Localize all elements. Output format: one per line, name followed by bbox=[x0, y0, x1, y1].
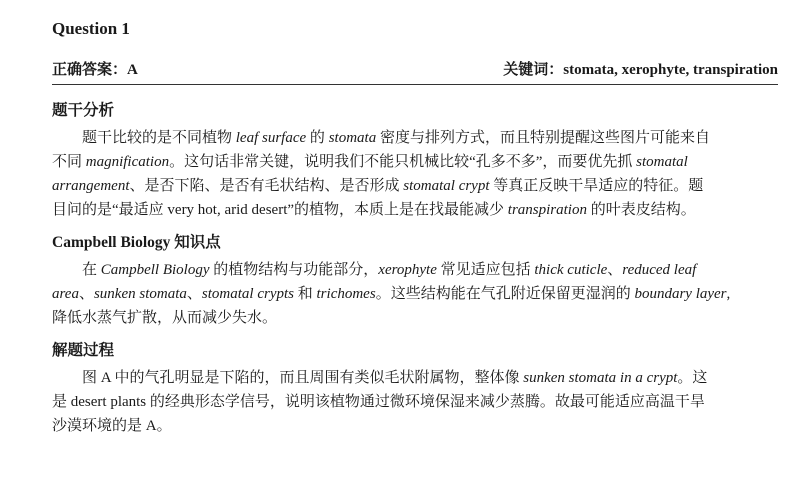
italic-term: sunken stomata bbox=[93, 286, 187, 302]
text-run: 是 desert plants 的经典形态学信号，说明该植物通过微环境保湿来减少蒸腾。故最可能适应高温干旱 bbox=[52, 394, 705, 410]
text-run: 密度与排列方式，而且特别提醒这些图片可能来自 bbox=[376, 130, 710, 146]
document-page bbox=[52, 18, 778, 438]
text-run: 、 bbox=[607, 262, 623, 278]
text-run: 、 bbox=[186, 286, 202, 302]
italic-term: stomata bbox=[328, 130, 377, 146]
text-run: 沙漠环境的是 A。 bbox=[52, 418, 172, 434]
text-run: 的 bbox=[306, 130, 329, 146]
text-run: , bbox=[726, 286, 731, 302]
text-run: 的叶表皮结构。 bbox=[586, 202, 696, 218]
italic-term: arrangement bbox=[52, 178, 130, 194]
question-title: Question 1 bbox=[52, 19, 130, 38]
italic-term: stomatal bbox=[636, 154, 688, 170]
italic-term: thick cuticle bbox=[534, 262, 608, 278]
text-run: 、是否下陷、是否有毛状结构、是否形成 bbox=[129, 178, 404, 194]
italic-term: trichomes bbox=[316, 286, 376, 302]
paragraph-line bbox=[52, 126, 778, 150]
paragraph-line bbox=[52, 150, 778, 174]
paragraph-line bbox=[52, 366, 778, 390]
text-run: 目问的是“最适应 very hot, arid desert”的植物，本质上是在找最能减少 bbox=[52, 202, 508, 218]
section-title-stem-analysis: 题干分析 bbox=[52, 102, 115, 119]
text-run: 不同 bbox=[52, 154, 86, 170]
keywords: 关键词：stomata, xerophyte, transpiration bbox=[503, 62, 778, 78]
text-run: 。这句话非常关键，说明我们不能只机械比较“孔多不多”，而要优先抓 bbox=[169, 154, 637, 170]
text-run: 降低水蒸气扩散，从而减少失水。 bbox=[52, 310, 278, 326]
italic-term: leaf surface bbox=[235, 130, 307, 146]
paragraph-line bbox=[52, 174, 778, 198]
text-run: 、 bbox=[78, 286, 94, 302]
italic-term: reduced leaf bbox=[622, 262, 697, 278]
italic-term: sunken stomata in a crypt bbox=[523, 370, 678, 386]
answer-row bbox=[52, 60, 778, 85]
text-run: 常见适应包括 bbox=[436, 262, 535, 278]
paragraph-line bbox=[52, 306, 778, 330]
section-body-stem-analysis bbox=[52, 126, 778, 222]
paragraph-line bbox=[52, 414, 778, 438]
section-title-knowledge-point: Campbell Biology 知识点 bbox=[52, 234, 221, 251]
paragraph-line bbox=[52, 258, 778, 282]
italic-term: area bbox=[52, 286, 79, 302]
text-run: 的植物结构与功能部分， bbox=[209, 262, 379, 278]
italic-term: stomatal crypts bbox=[201, 286, 294, 302]
text-run: 和 bbox=[294, 286, 317, 302]
italic-term: boundary layer bbox=[634, 286, 727, 302]
paragraph-line bbox=[52, 390, 778, 414]
text-run: 在 bbox=[82, 262, 101, 278]
section-body-solution-process bbox=[52, 366, 778, 438]
text-run: 图 A 中的气孔明显是下陷的，而且周围有类似毛状附属物，整体像 bbox=[82, 370, 524, 386]
paragraph-line bbox=[52, 282, 778, 306]
italic-term: xerophyte bbox=[378, 262, 437, 278]
correct-answer: 正确答案：A bbox=[52, 62, 138, 78]
section-title-solution-process: 解题过程 bbox=[52, 342, 115, 359]
italic-term: transpiration bbox=[507, 202, 587, 218]
italic-term: magnification bbox=[85, 154, 170, 170]
paragraph-line bbox=[52, 198, 778, 222]
italic-term: stomatal crypt bbox=[403, 178, 490, 194]
text-run: 。这些结构能在气孔附近保留更湿润的 bbox=[375, 286, 635, 302]
text-run: 。这 bbox=[677, 370, 708, 386]
text-run: 等真正反映干旱适应的特征。题 bbox=[489, 178, 704, 194]
text-run: 题干比较的是不同植物 bbox=[82, 130, 236, 146]
italic-term: Campbell Biology bbox=[100, 262, 210, 278]
section-body-knowledge-point bbox=[52, 258, 778, 330]
